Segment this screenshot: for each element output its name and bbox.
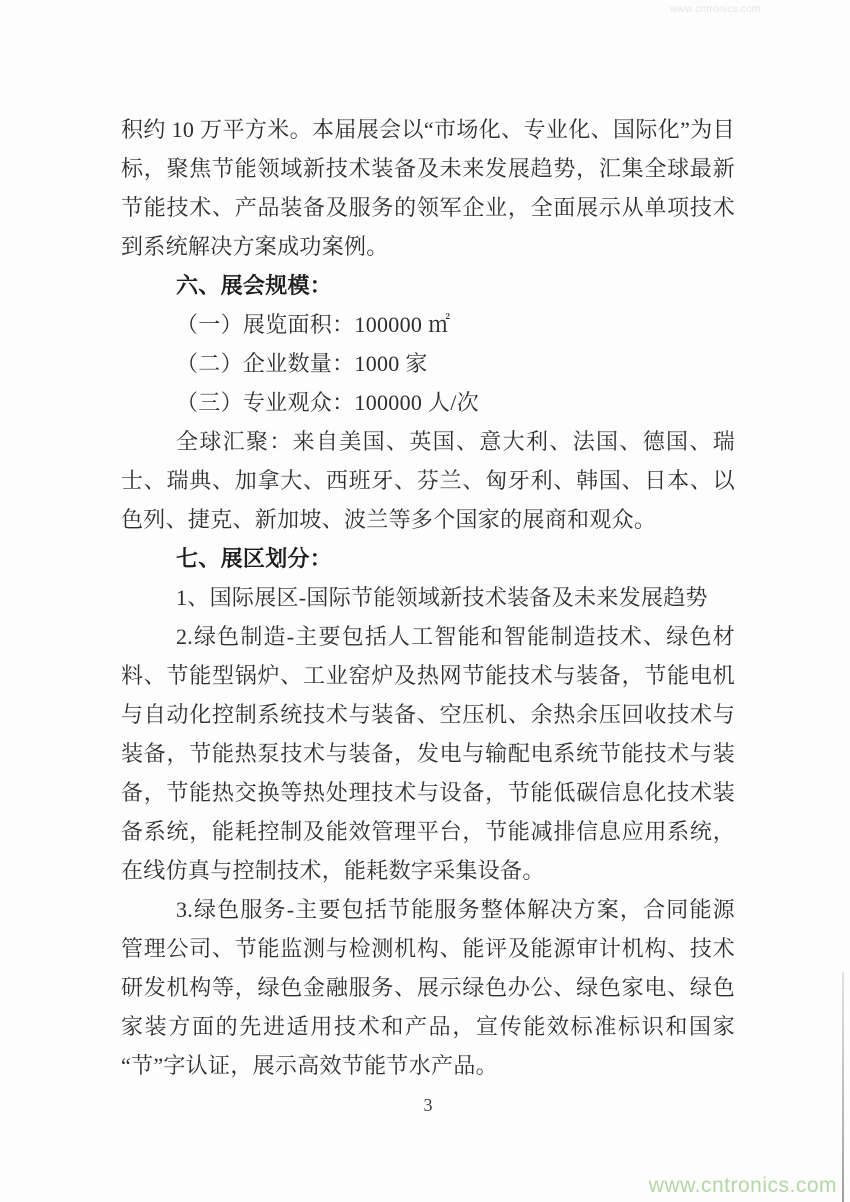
heading-exhibition-scale: 六、展会规模： — [176, 273, 333, 298]
paragraph-green-service: 3.绿色服务-主要包括节能服务整体解决方案，合同能源管理公司、节能监测与检测机构、能评及能源审计机构、技术研发机构等，绿色金融服务、展示绿色办公、绿色家电、绿色家装方面的先进适用技术和产品，宣传能效标准标识和国家“节”字认证，展示高效节能节水产品。 — [121, 897, 735, 1078]
item-international-zone: 1、国际展区-国际节能领域新技术装备及未来发展趋势 — [176, 585, 708, 610]
scan-edge-artifact — [842, 972, 844, 1202]
paragraph-overview-continuation: 积约 10 万平方米。本届展会以“市场化、专业化、国际化”为目标，聚焦节能领域新技术装备及未来发展趋势，汇集全球最新节能技术、产品装备及服务的领军企业，全面展示从单项技术到系统解决方案成功案例。 — [121, 117, 735, 259]
document-body — [121, 110, 735, 1085]
item-enterprise-count: （二）企业数量：1000 家 — [176, 351, 428, 376]
cntronics-watermark: www.cntronics.com — [648, 1174, 837, 1197]
item-professional-visitors: （三）专业观众：100000 人/次 — [176, 390, 480, 415]
heading-zone-division: 七、展区划分： — [176, 546, 333, 571]
item-exhibition-area: （一）展览面积：100000 ㎡ — [176, 312, 451, 337]
paragraph-global-gathering: 全球汇聚：来自美国、英国、意大利、法国、德国、瑞士、瑞典、加拿大、西班牙、芬兰、匈牙利、韩国、日本、以色列、捷克、新加坡、波兰等多个国家的展商和观众。 — [121, 429, 735, 532]
paragraph-green-manufacturing: 2.绿色制造-主要包括人工智能和智能制造技术、绿色材料、节能型锅炉、工业窑炉及热网节能技术与装备，节能电机与自动化控制系统技术与装备、空压机、余热余压回收技术与装备，节能热泵技术与装备，发电与输配电系统节能技术与装备，节能热交换等热处理技术与设备，节能低碳信息化技术装备系统，能耗控制及能效管理平台，节能减排信息应用系统，在线仿真与控制技术，能耗数字采集设备。 — [121, 624, 735, 883]
top-faint-watermark: www.cntronics.com — [670, 4, 761, 15]
page-number: 3 — [423, 1095, 433, 1115]
